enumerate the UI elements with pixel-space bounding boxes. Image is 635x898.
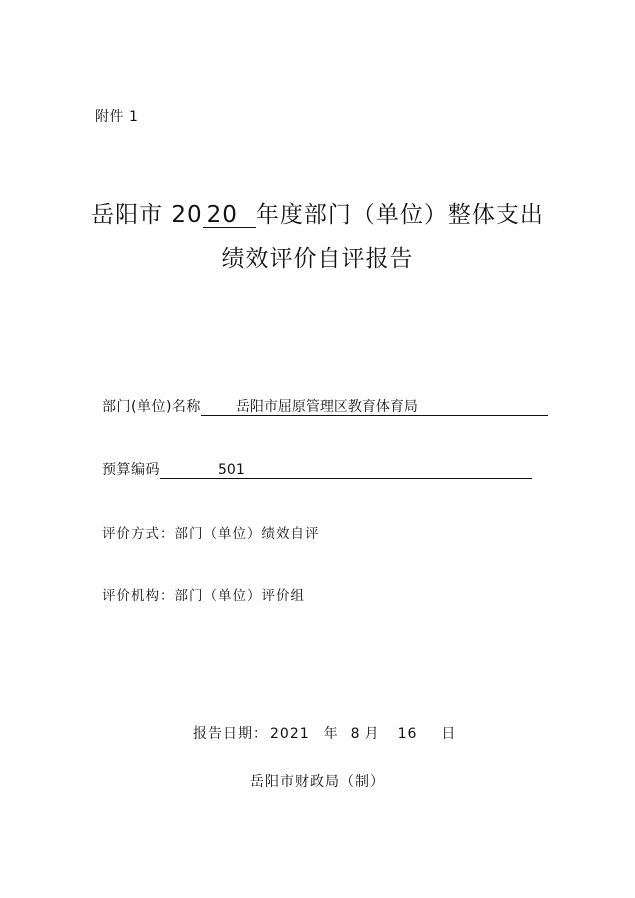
report-date-day-char: 日	[441, 726, 457, 742]
report-date-month: 8	[350, 726, 361, 742]
evaluation-method-value: 部门（单位）绩效自评	[174, 526, 320, 542]
attachment-label: 附件 1	[95, 109, 139, 125]
evaluation-org-row	[102, 584, 305, 604]
report-date-year-char: 年	[323, 726, 339, 742]
issuer-line: 岳阳市财政局（制）	[250, 774, 385, 790]
report-title-line-2: 绩效评价自评报告	[221, 246, 414, 272]
report-date-month-char: 月	[364, 726, 380, 742]
evaluation-method-label: 评价方式：	[102, 526, 175, 542]
budget-code-value: 501	[160, 462, 532, 479]
evaluation-method-row	[102, 522, 320, 542]
department-name-row	[102, 396, 548, 416]
budget-code-row	[102, 459, 532, 479]
department-name-label: 部门(单位)名称	[102, 399, 201, 415]
report-date-day: 16	[397, 726, 418, 742]
report-title-line-1	[0, 196, 635, 229]
evaluation-org-label: 评价机构：	[102, 588, 175, 604]
title-suffix: 年度部门（单位）整体支出	[255, 202, 544, 228]
report-date	[193, 723, 456, 743]
report-date-year: 2021	[270, 726, 310, 742]
report-date-label: 报告日期：	[193, 726, 268, 742]
department-name-value: 岳阳市屈原管理区教育体育局	[201, 399, 548, 416]
title-year-fill: 20	[203, 203, 256, 228]
evaluation-org-value: 部门（单位）评价组	[174, 588, 305, 604]
title-prefix: 岳阳市 20	[91, 202, 203, 228]
budget-code-label: 预算编码	[102, 462, 160, 478]
